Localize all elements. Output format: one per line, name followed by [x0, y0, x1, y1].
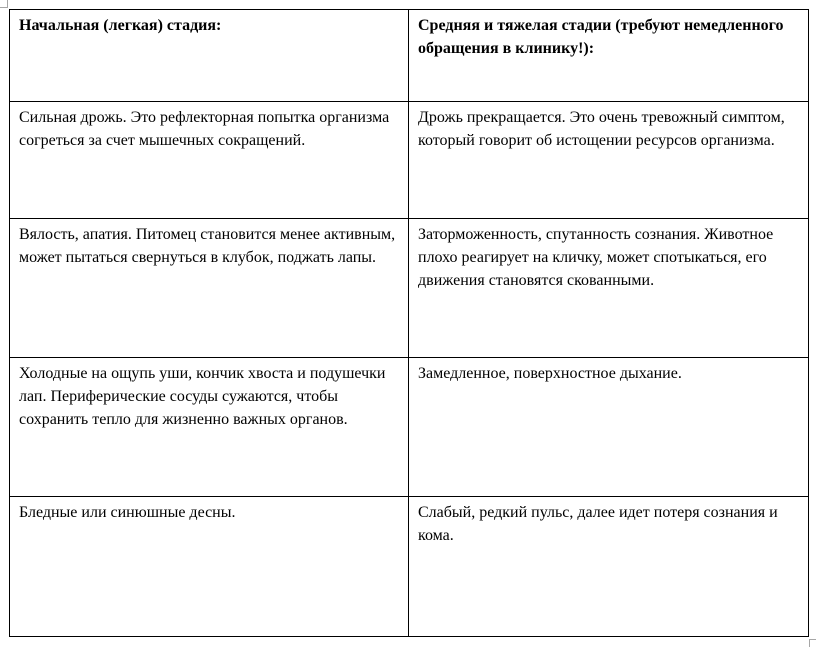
header-severe-stage[interactable]: Средняя и тяжелая стадии (требуют немедленного обращения в клинику!):: [409, 10, 809, 102]
cell-severe-shivering-stops[interactable]: Дрожь прекращается. Это очень тревожный симптом, который говорит об истощении ресурсов организма.: [409, 102, 809, 219]
table-row: [10, 219, 809, 358]
table-header-row: [10, 10, 809, 102]
cell-severe-confusion[interactable]: Заторможенность, спутанность сознания. Животное плохо реагирует на кличку, может спотыкаться, его движения становятся скованными.: [409, 219, 809, 358]
cell-initial-lethargy[interactable]: Вялость, апатия. Питомец становится менее активным, может пытаться свернуться в клубок, поджать лапы.: [10, 219, 409, 358]
symptoms-table: [9, 9, 809, 637]
cell-initial-shivering[interactable]: Сильная дрожь. Это рефлекторная попытка организма согреться за счет мышечных сокращений.: [10, 102, 409, 219]
table-row: [10, 497, 809, 637]
table-row: [10, 358, 809, 497]
cell-initial-cold-extremities[interactable]: Холодные на ощупь уши, кончик хвоста и подушечки лап. Периферические сосуды сужаются, чтобы сохранить тепло для жизненно важных органов.: [10, 358, 409, 497]
cell-severe-weak-pulse[interactable]: Слабый, редкий пульс, далее идет потеря сознания и кома.: [409, 497, 809, 637]
table-resize-handle-icon[interactable]: [809, 639, 816, 647]
table-row: [10, 102, 809, 219]
cell-severe-slow-breathing[interactable]: Замедленное, поверхностное дыхание.: [409, 358, 809, 497]
header-initial-stage[interactable]: Начальная (легкая) стадия:: [10, 10, 409, 102]
table-move-handle-icon[interactable]: [0, 0, 8, 8]
cell-initial-pale-gums[interactable]: Бледные или синюшные десны.: [10, 497, 409, 637]
